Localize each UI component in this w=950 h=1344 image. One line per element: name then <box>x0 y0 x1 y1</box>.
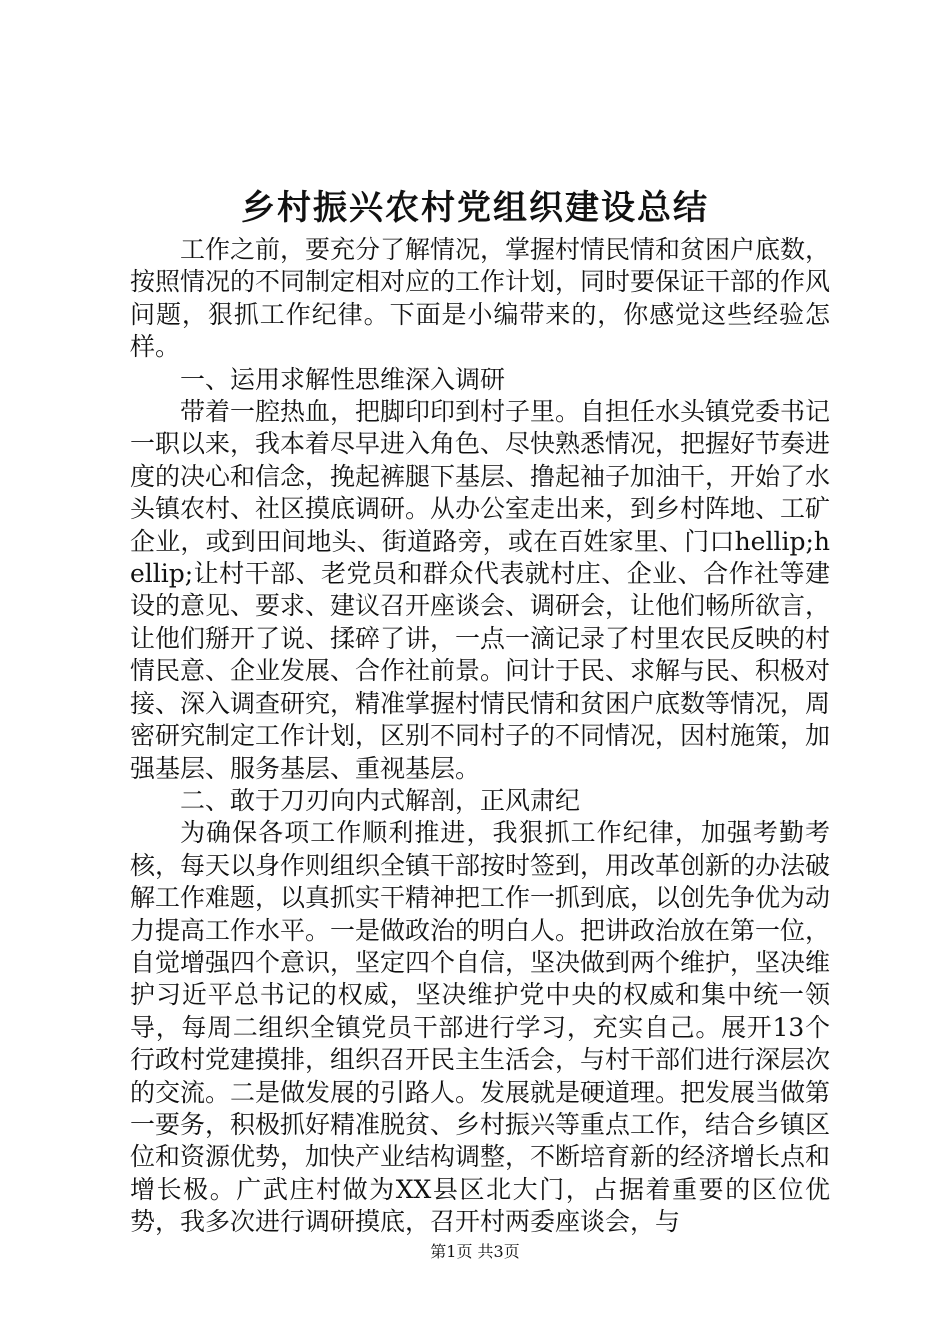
section-1-paragraph: 带着一腔热血，把脚印印到村子里。自担任水头镇党委书记一职以来，我本着尽早进入角色、尽快熟悉情况，把握好节奏进度的决心和信念，挽起裤腿下基层、撸起袖子加油干，开始了水头镇农村、社区摸底调研。从办公室走出来，到乡村阵地、工矿企业，或到田间地头、街道路旁，或在百姓家里、门口hellip;hellip;让村干部、老党员和群众代表就村庄、企业、合作社等建设的意见、要求、建议召开座谈会、调研会，让他们畅所欲言，让他们掰开了说、揉碎了讲，一点一滴记录了村里农民反映的村情民意、企业发展、合作社前景。问计于民、求解与民、积极对接、深入调查研究，精准掌握村情民情和贫困户底数等情况，周密研究制定工作计划，区别不同村子的不同情况，因村施策，加强基层、服务基层、重视基层。 <box>130 397 831 783</box>
section-heading-2: 二、敢于刀刃向内式解剖，正风肃纪 <box>180 785 581 815</box>
section-2-paragraph: 为确保各项工作顺利推进，我狠抓工作纪律，加强考勤考核，每天以身作则组织全镇干部按时签到，用改革创新的办法破解工作难题，以真抓实干精神把工作一抓到底，以创先争优为动力提高工作水平。一是做政治的明白人。把讲政治放在第一位，自觉增强四个意识，坚定四个自信，坚决做到两个维护，坚决维护习近平总书记的权威，坚决维护党中央的权威和集中统一领导，每周二组织全镇党员干部进行学习，充实自己。展开13个行政村党建摸排，组织召开民主生活会，与村干部们进行深层次的交流。二是做发展的引路人。发展就是硬道理。把发展当做第一要务，积极抓好精准脱贫、乡村振兴等重点工作，结合乡镇区位和资源优势，加快产业结构调整，不断培育新的经济增长点和增长极。广武庄村做为XX县区北大门，占据着重要的区位优势，我多次进行调研摸底，召开村两委座谈会，与 <box>130 818 831 1237</box>
document-title: 乡村振兴农村党组织建设总结 <box>241 188 709 228</box>
document-body <box>130 234 830 1239</box>
intro-paragraph: 工作之前，要充分了解情况，掌握村情民情和贫困户底数，按照情况的不同制定相对应的工作计划，同时要保证干部的作风问题，狠抓工作纪律。下面是小编带来的，你感觉这些经验怎样。 <box>130 235 831 362</box>
page-number-footer: 第1页 共3页 <box>430 1242 520 1261</box>
section-heading-1: 一、运用求解性思维深入调研 <box>180 364 506 394</box>
